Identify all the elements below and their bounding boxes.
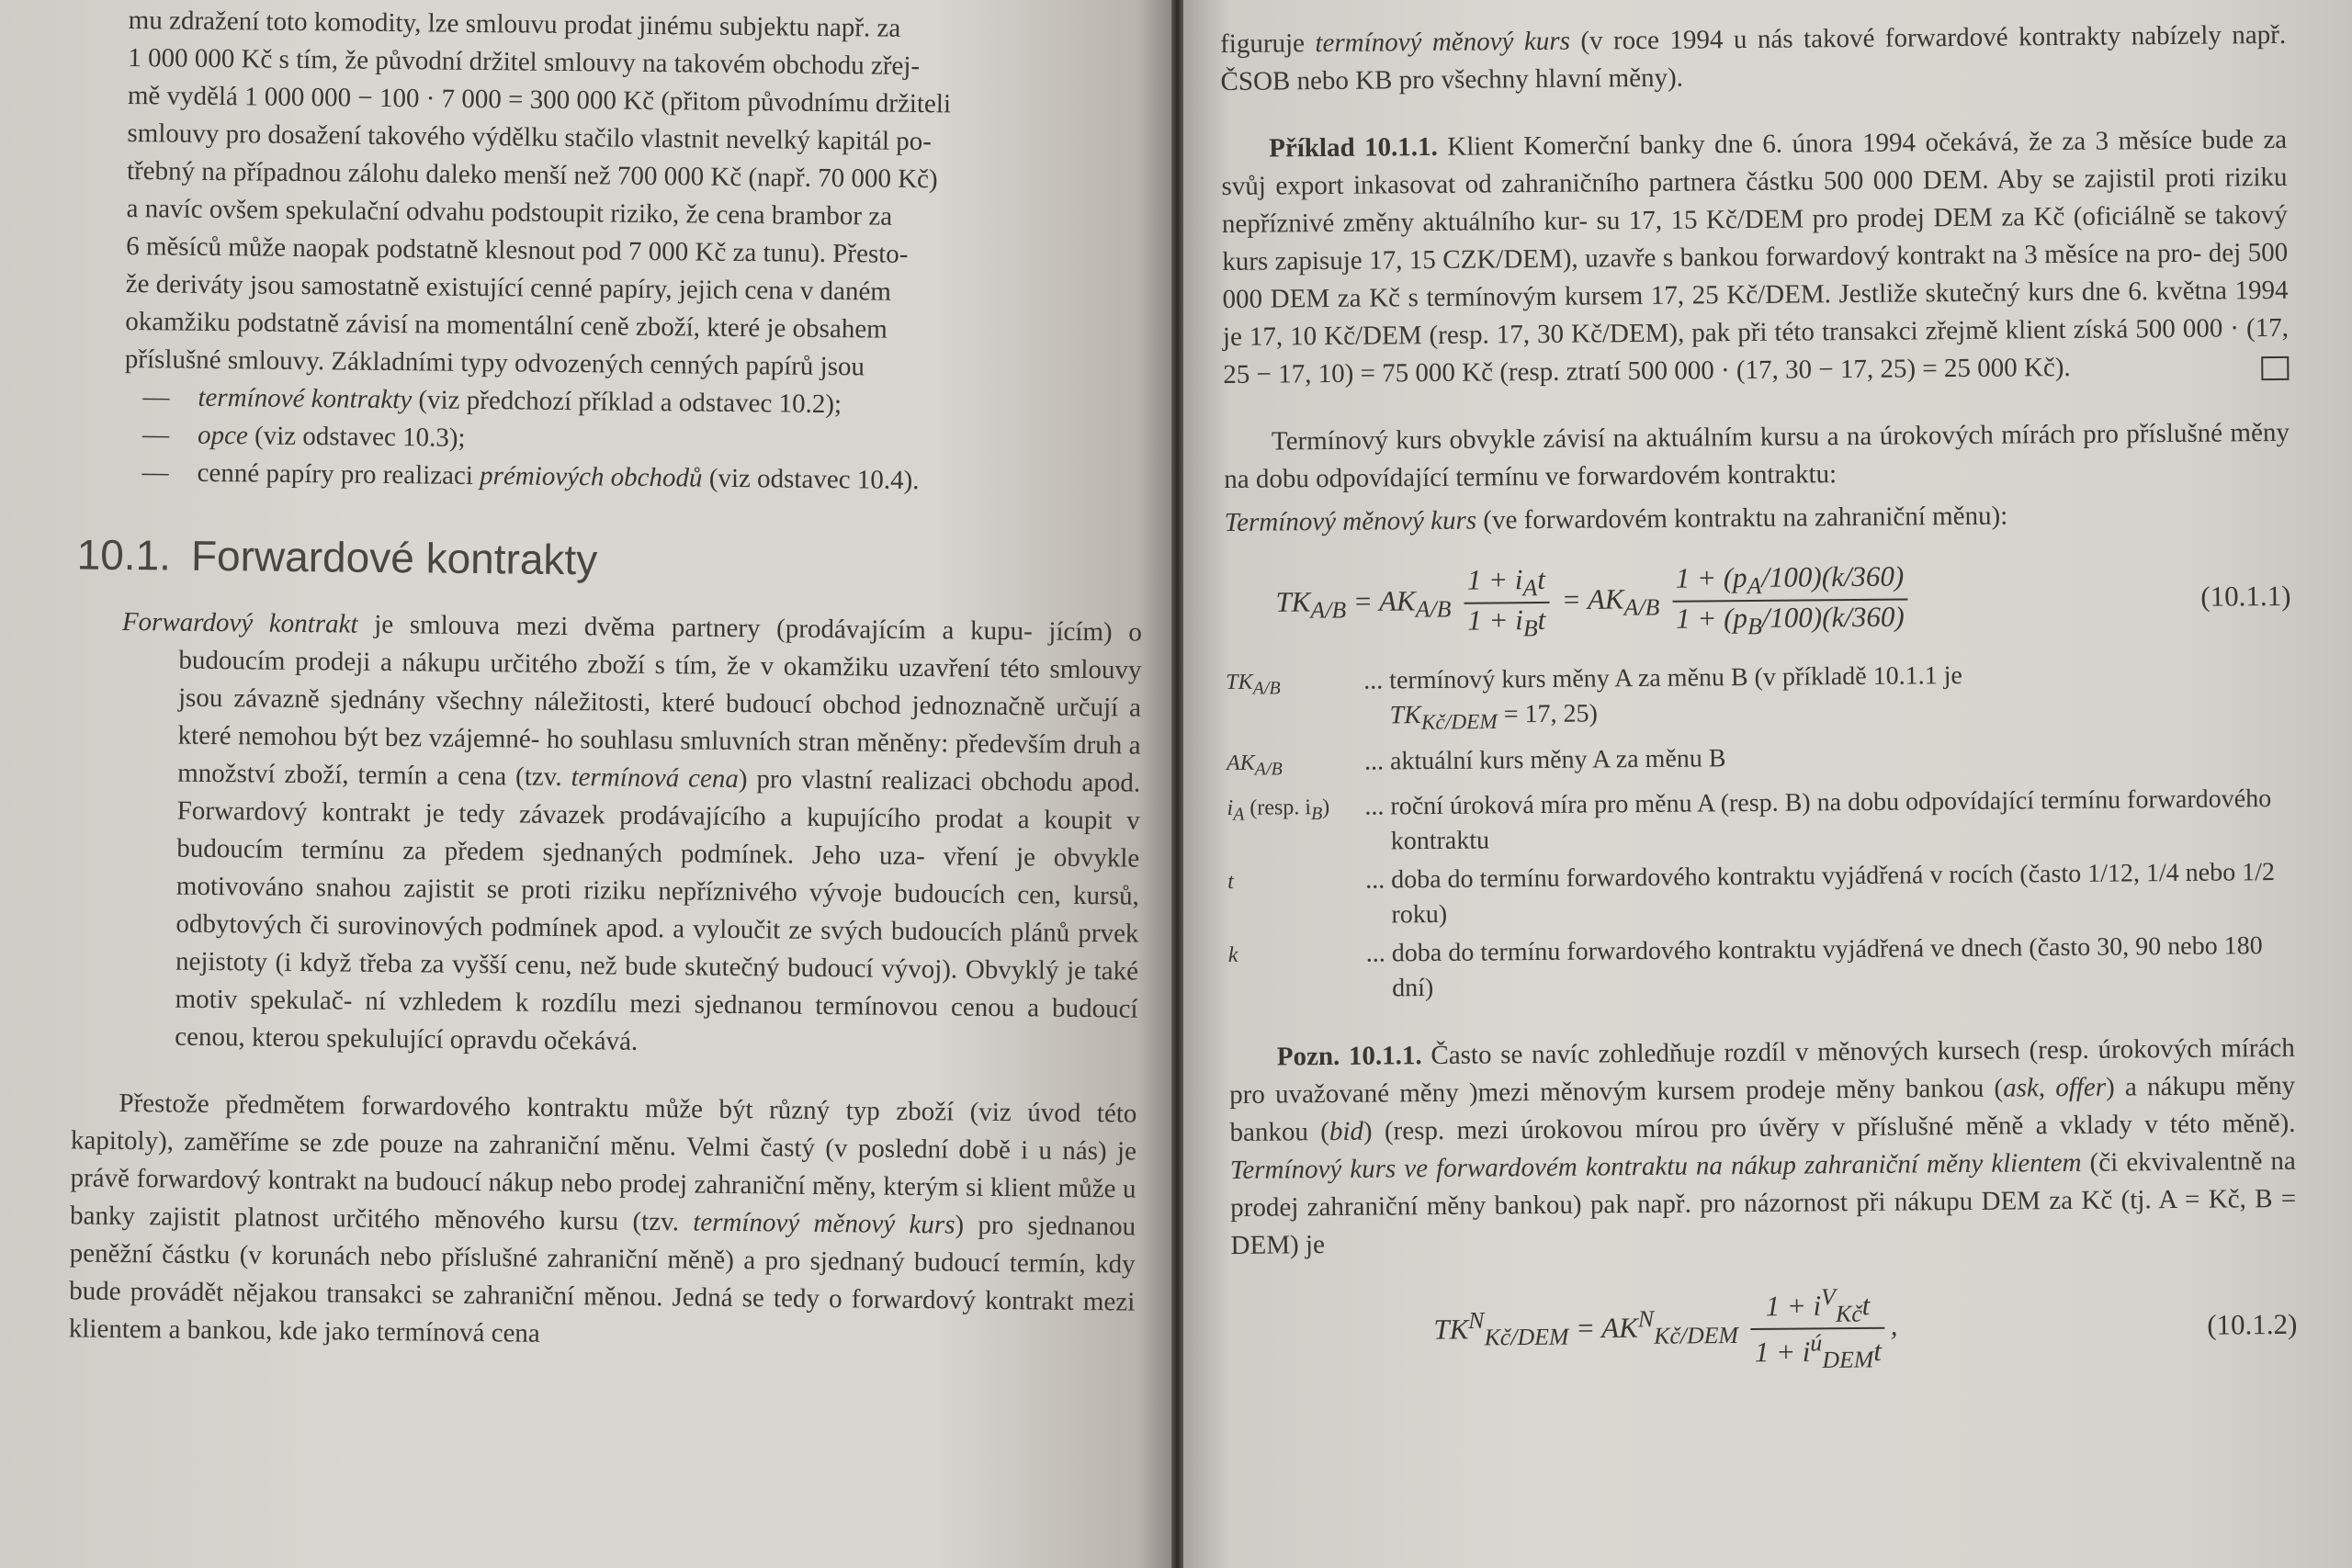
list-item: — opce (viz odstavec 10.3); [142, 416, 1144, 464]
fraction: $\frac{1 + i_At}{1 + i_Bt}$ [1464, 563, 1550, 643]
intro-line: třebný na případnou zálohu daleko menší než 700 000 Kč (např. 70 000 Kč) [126, 155, 938, 195]
section-number: 10.1. [76, 530, 172, 580]
definition-row: $i_A$ (resp. $i_B$) ... roční úroková míra pro měnu A (resp. B) na dobu odpovídající termínu forwardového kontraktu [1227, 784, 2272, 856]
intro-line: a navíc ovšem spekulační odvahu podstoupit riziko, že cena brambor za [126, 193, 893, 231]
intro-line: příslušné smlouvy. Základními typy odvozených cenných papírů jsou [124, 344, 865, 382]
equation-10-1-1 [1225, 557, 2291, 645]
intro-line: 1 000 000 Kč s tím, že původní držitel smlouvy na takovém obchodu zřej- [128, 42, 921, 82]
section-title: Forwardové kontrakty [190, 531, 598, 584]
fraction: $\frac{1 + (p_A/100)(k/360)}{1 + (p_B/100)(k/360)}$ [1672, 559, 1908, 641]
symbol-definitions [1226, 656, 2294, 1010]
intro-line: smlouvy pro dosažení takového výdělku stačilo vlastnit nevelký kapitál po- [127, 118, 933, 157]
derivative-types-list [123, 378, 1144, 502]
book-gutter [1171, 0, 1183, 1568]
forward-definition: Forwardový kontrakt je smlouva mezi dvěma partnery (prodávajícím a kupu- jícím) o budoucím prodeji a nákupu určitého zboží s tím, že v okamžiku uzavření této smlouvy jsou závazně sjednány všechny náležitosti, které budoucí obchod jednoznačně určují a které nemohou být bez vzájemné- ho souhlasu smluvních stran měněny: především druh a množství zboží, termín a cena (tzv. termínová cena) pro vlastní realizaci obchodu apod. Forwardový kontrakt je tedy závazek prodávajícího a kupujícího prodat a koupit v budoucím termínu za předem sjednaných podmínek. Jeho uza- vření je obvykle motivováno snahou zajistit se proti riziku nepříznivého vývoje budoucích cen, kursů, odbytových či surovinových podmínek apod. a vyloučit ze svých budoucích plánů prvek nejistoty (i když třeba za vyšší cenu, než bude skutečný budoucí vývoj). Obvyklý je také motiv spekulač- ní vzhledem k rozdílu mezi sjednanou termínovou cenou a budoucí cenou, kterou spekulující opravdu očekává. [121, 606, 1143, 1056]
equation-number: (10.1.2) [2207, 1308, 2298, 1341]
fraction: $\frac{1 + i^V_{Kč}t}{1 + i^ú_{DEM}t}$ [1750, 1283, 1885, 1375]
intro-line: mě vydělá 1 000 000 − 100 · 7 000 = 300 000 Kč (přitom původnímu držiteli [127, 80, 952, 119]
intro-line: že deriváty jsou samostatně existující cenné papíry, jejich cena v daném [125, 268, 892, 307]
intro-paragraph [125, 0, 1148, 389]
right-page [1183, 0, 2352, 1568]
left-page [0, 0, 1171, 1568]
intro-line: mu zdražení toto komodity, lze smlouvu prodat jinému subjektu např. za [128, 5, 901, 43]
equation-10-1-2 [1231, 1280, 2298, 1380]
definition-row: $AK_{A/B}$ ... aktuální kurs měny A za měnu B [1226, 744, 1726, 780]
intro-line: 6 měsíců může naopak podstatně klesnout pod 7 000 Kč za tunu). Přesto- [126, 231, 909, 269]
list-item: — cenné papíry pro realizaci prémiových obchodů (viz odstavec 10.4). [141, 454, 1143, 502]
equation-formula: $TK_{A/B} = AK_{A/B}$ $\frac{1 + i_At}{1 + i_Bt}$ = $AK_{A/B}$ $\frac{1 + (p_A/100)(k/360)}{1 + (p_B/100)(k/360)}$ [1275, 559, 1914, 644]
list-item: — termínové kontrakty (viz předchozí příklad a odstavec 10.2); [142, 378, 1144, 426]
section-heading [76, 529, 1143, 590]
left-page-content [68, 0, 1148, 1359]
qed-box-icon [2261, 356, 2289, 380]
definition-row: $TK_{A/B}$ ... termínový kurs měny A za měnu B (v příkladě 10.1.1 je $TK_{Kč/DEM} = 17$, 25) [1226, 661, 1962, 736]
equation-number: (10.1.1) [2200, 580, 2291, 613]
example-paragraph: Příklad 10.1.1. Klient Komerční banky dne 6. února 1994 očekává, že za 3 měsíce bude za svůj export inkasovat od zahraničního partnera částku 500 000 DEM. Aby se zajistil proti riziku nepříznivé změny aktuálního kur- su 17, 15 Kč/DEM pro prodej DEM za Kč (oficiálně se takový kurs zapisuje 17, 15 CZK/DEM), uzavře s bankou forwardový kontrakt na 3 měsíce na pro- dej 500 000 DEM za Kč s termínovým kursem 17, 25 Kč/DEM. Jestliže skutečný kurs dne 6. května 1994 je 17, 10 Kč/DEM (resp. 17, 30 Kč/DEM), pak při této transakci zřejmě klient získá 500 000 · (17, 25 − 17, 10) = 75 000 Kč (resp. ztratí 500 000 · (17, 30 − 17, 25) = 25 000 Kč). [1221, 124, 2290, 389]
note-paragraph: Pozn. 10.1.1. Často se navíc zohledňuje rozdíl v měnových kursech (resp. úrokových mírách pro uvažované měny )mezi měnovým kursem prodeje měny bankou (ask, offer) a nákupu měny bankou (bid) (resp. mezi úrokovou mírou pro úvěry v příslušné měně a vklady v této měně). Termínový kurs ve forwardovém kontraktu na nákup zahraniční měny klientem (či ekvivalentně na prodej zahraniční měny bankou) pak např. pro názornost při nákupu DEM za Kč (tj. A = Kč, B = DEM) je [1229, 1032, 2297, 1260]
intro-line: okamžiku podstatně závisí na momentální ceně zboží, které je obsahem [125, 306, 888, 344]
definition-row: t ... doba do termínu forwardového kontraktu vyjádřená v rocích (často 1/12, 1/4 nebo 1/2 roku) [1227, 857, 2276, 930]
top-paragraph: figuruje termínový měnový kurs (v roce 1994 u nás takové forwardové kontrakty nabízely např. ČSOB nebo KB pro všechny hlavní měny). [1220, 19, 2287, 96]
definition-row: k ... doba do termínu forwardového kontraktu vyjádřená ve dnech (často 30, 90 nebo 180 dní) [1227, 931, 2263, 1003]
kurs-paragraph: Termínový kurs obvykle závisí na aktuálním kursu a na úrokových mírách pro příslušné měny na dobu odpovídající termínu ve forwardovém kontraktu: [1224, 417, 2290, 494]
definition-line: Termínový měnový kurs (ve forwardovém kontraktu na zahraniční měnu): [1224, 501, 2008, 537]
equation-formula: $TK^N_{Kč/DEM} = AK^N_{Kč/DEM}$ $\frac{1 + i^V_{Kč}t}{1 + i^ú_{DEM}t}$ , [1433, 1282, 1898, 1374]
right-page-content [1220, 17, 2298, 1400]
currency-paragraph: Přestože předmětem forwardového kontraktu může být různý typ zboží (viz úvod této kapitoly), zaměříme se zde pouze na zahraniční měnu. Velmi častý (v poslední době i u nás) je právě forwardový kontrakt na budoucí nákup nebo prodej zahraniční měny, kterým si klient může u banky zajistit platnost určitého měnového kursu (tzv. termínový měnový kurs) pro sjednanou peněžní částku (v korunách nebo příslušné zahraniční měně) a pro sjednaný budoucí termín, kdy bude provádět nějakou transakci se zahraniční měnou. Jedná se tedy o forwardový kontrakt mezi klientem a bankou, kde jako termínová cena [68, 1088, 1137, 1348]
